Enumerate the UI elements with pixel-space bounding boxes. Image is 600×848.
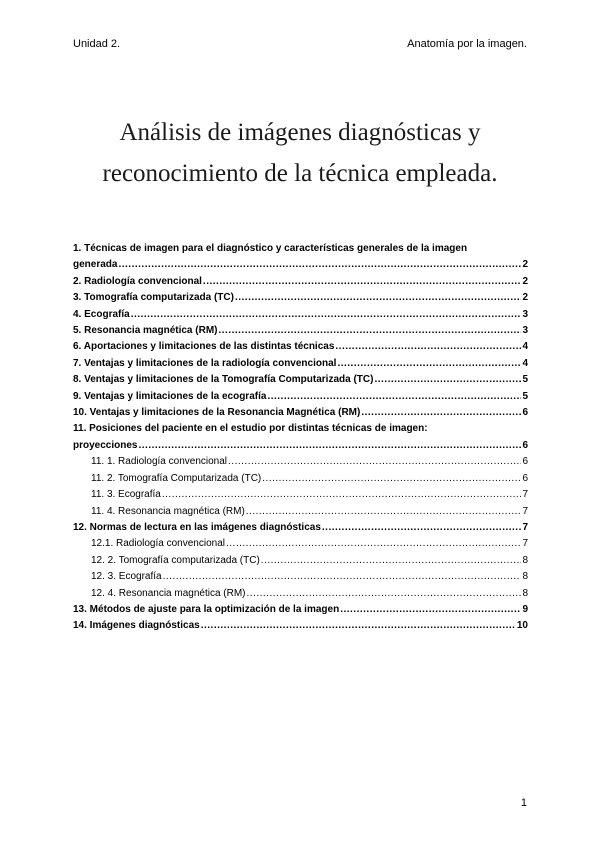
toc-page-number: 6 [522, 439, 528, 451]
toc-entry-text: 11. 4. Resonancia magnética (RM) [91, 505, 245, 517]
toc-page-number: 5 [522, 374, 528, 386]
toc-entry-text: 14. Imágenes diagnósticas [73, 620, 200, 632]
toc-entry-1[interactable] [73, 241, 528, 274]
toc-dot-leader [226, 536, 521, 552]
toc-dot-leader [267, 389, 521, 405]
toc-entry-text: 8. Ventajas y limitaciones de la Tomografía Computarizada (TC) [73, 374, 374, 386]
toc-page-number: 2 [522, 259, 528, 271]
toc-entry-text: 12. 4. Resonancia magnética (RM) [91, 587, 246, 599]
toc-dot-leader [262, 471, 521, 487]
toc-page-number: 6 [522, 472, 528, 484]
toc-page-number: 2 [522, 292, 528, 304]
toc-entry-3[interactable] [73, 290, 528, 306]
toc-entry-text-line: 11. Posiciones del paciente en el estudio por distintas técnicas de imagen: [73, 423, 428, 435]
toc-page-number: 10 [516, 620, 528, 632]
toc-page-number: 3 [522, 308, 528, 320]
toc-entry-text: 3. Tomografía computarizada (TC) [73, 292, 234, 304]
toc-entry-11-1[interactable] [73, 454, 528, 470]
toc-entry-8[interactable] [73, 372, 528, 388]
toc-entry-6[interactable] [73, 339, 528, 355]
toc-dot-leader [228, 454, 521, 470]
toc-page-number: 3 [522, 325, 528, 337]
toc-dot-leader [218, 323, 521, 339]
toc-page-number: 7 [522, 521, 528, 533]
toc-entry-text: proyecciones [73, 439, 138, 451]
toc-entry-text: 6. Aportaciones y limitaciones de las distintas técnicas [73, 341, 335, 353]
toc-entry-text: 2. Radiología convencional [73, 275, 202, 287]
toc-dot-leader [201, 618, 516, 634]
page-number: 1 [520, 797, 527, 809]
toc-entry-11-3[interactable] [73, 487, 528, 503]
toc-page-number: 8 [522, 554, 528, 566]
toc-page-number: 5 [522, 390, 528, 402]
toc-dot-leader [261, 553, 522, 569]
toc-page-number: 7 [522, 489, 528, 501]
toc-entry-4[interactable] [73, 307, 528, 323]
toc-entry-text: 12. 2. Tomografía computarizada (TC) [91, 554, 260, 566]
title-line-1: Análisis de imágenes diagnósticas y [119, 119, 481, 146]
toc-entry-11[interactable] [73, 421, 528, 454]
toc-entry-text: 12. Normas de lectura en las imágenes diagnósticas [73, 521, 321, 533]
toc-page-number: 4 [522, 341, 528, 353]
toc-page-number: 8 [522, 587, 528, 599]
toc-dot-leader [246, 504, 522, 520]
toc-dot-leader [247, 586, 522, 602]
toc-entry-text: 4. Ecografía [73, 308, 130, 320]
toc-entry-10[interactable] [73, 405, 528, 421]
toc-dot-leader [162, 487, 522, 503]
toc-entry-13[interactable] [73, 602, 528, 618]
toc-entry-2[interactable] [73, 274, 528, 290]
toc-entry-12[interactable] [73, 520, 528, 536]
toc-dot-leader [138, 438, 521, 454]
toc-page-number: 4 [522, 357, 528, 369]
toc-page-number: 8 [522, 571, 528, 583]
toc-entry-11-2[interactable] [73, 471, 528, 487]
toc-entry-text: 11. 1. Radiología convencional [91, 456, 228, 468]
toc-entry-text: 11. 2. Tomografía Computarizada (TC) [91, 472, 262, 484]
toc-entry-14[interactable] [73, 618, 528, 634]
toc-page-number: 6 [522, 407, 528, 419]
toc-dot-leader [131, 307, 522, 323]
toc-dot-leader [337, 356, 521, 372]
toc-dot-leader [203, 274, 522, 290]
toc-dot-leader [118, 257, 521, 273]
toc-entry-11-4[interactable] [73, 504, 528, 520]
header-subject: Anatomía por la imagen. [407, 38, 527, 50]
toc-entry-12-3[interactable] [73, 569, 528, 585]
toc-entry-text: 11. 3. Ecografía [91, 489, 161, 501]
toc-entry-5[interactable] [73, 323, 528, 339]
toc-page-number: 6 [522, 456, 528, 468]
toc-dot-leader [235, 290, 521, 306]
header-unit: Unidad 2. [73, 38, 121, 50]
title-line-2: reconocimiento de la técnica empleada. [102, 160, 498, 187]
toc-dot-leader [374, 372, 521, 388]
toc-entry-text: 12. 3. Ecografía [91, 571, 162, 583]
toc-page-number: 9 [522, 603, 528, 615]
toc-dot-leader [361, 405, 521, 421]
document-title [60, 112, 540, 194]
toc-entry-text: 9. Ventajas y limitaciones de la ecografía [73, 390, 267, 402]
toc-entry-text: 10. Ventajas y limitaciones de la Resonancia Magnética (RM) [73, 407, 361, 419]
toc-entry-text: generada [73, 259, 118, 271]
toc-dot-leader [335, 339, 521, 355]
toc-entry-12-2[interactable] [73, 553, 528, 569]
toc-page-number: 2 [522, 275, 528, 287]
toc-entry-text: 7. Ventajas y limitaciones de la radiología convencional [73, 357, 337, 369]
toc-entry-text: 12.1. Radiología convencional [91, 538, 225, 550]
toc-entry-7[interactable] [73, 356, 528, 372]
toc-entry-9[interactable] [73, 389, 528, 405]
toc-entry-text: 5. Resonancia magnética (RM) [73, 325, 218, 337]
toc-entry-text: 13. Métodos de ajuste para la optimización de la imagen [73, 603, 340, 615]
toc-dot-leader [340, 602, 521, 618]
toc-page-number: 7 [522, 505, 528, 517]
toc-page-number: 7 [522, 538, 528, 550]
toc-entry-12-1[interactable] [73, 536, 528, 552]
table-of-contents [73, 241, 528, 635]
toc-entry-text-line: 1. Técnicas de imagen para el diagnóstico y características generales de la imagen [73, 243, 468, 254]
toc-dot-leader [163, 569, 522, 585]
toc-entry-12-4[interactable] [73, 586, 528, 602]
toc-dot-leader [322, 520, 522, 536]
